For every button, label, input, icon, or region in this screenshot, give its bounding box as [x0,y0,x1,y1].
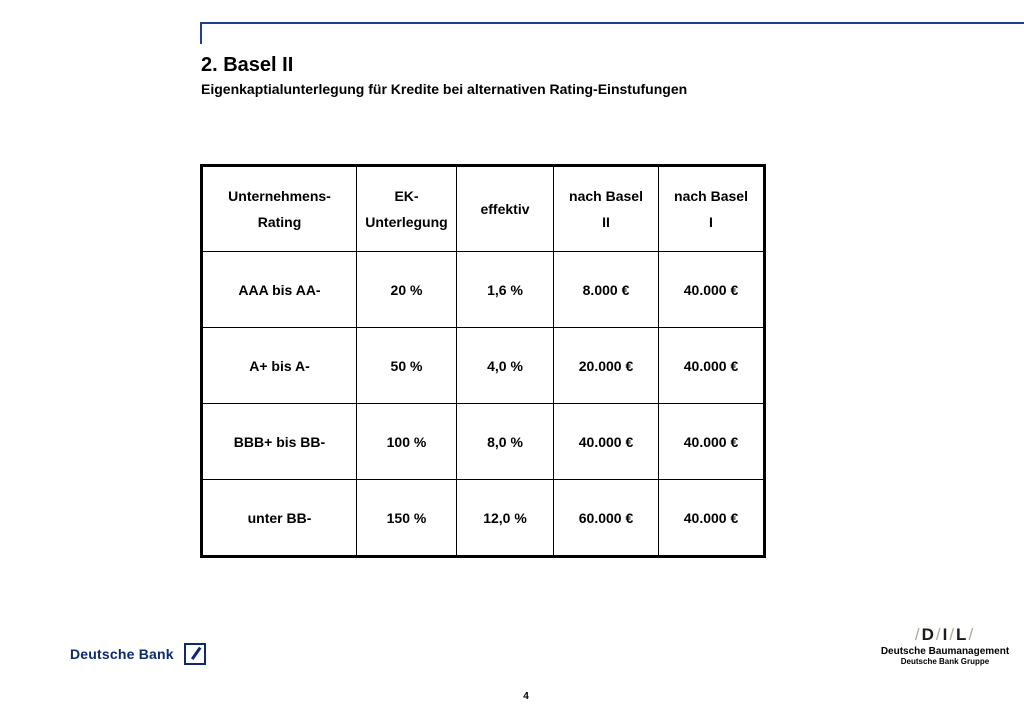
cell-effektiv: 12,0 % [457,480,554,557]
cell-ek-unterlegung: 50 % [357,328,457,404]
table-row [202,252,765,328]
cell-basel-i: 40.000 € [659,328,765,404]
cell-basel-i: 40.000 € [659,480,765,557]
cell-basel-ii: 40.000 € [554,404,659,480]
cell-rating: A+ bis A- [202,328,357,404]
deutsche-bank-logo-text: Deutsche Bank [70,646,174,662]
cell-basel-i: 40.000 € [659,404,765,480]
dil-logo [880,624,1010,667]
header-rating: Unternehmens- Rating [202,166,357,252]
table-row [202,480,765,557]
slide-title: 2. Basel II [201,54,294,76]
cell-ek-unterlegung: 100 % [357,404,457,480]
dil-logo-subtitle: Deutsche Bank Gruppe [900,657,990,666]
cell-effektiv: 1,6 % [457,252,554,328]
cell-rating: BBB+ bis BB- [202,404,357,480]
cell-effektiv: 4,0 % [457,328,554,404]
header-ek-unterlegung: EK- Unterlegung [357,166,457,252]
rating-table [200,164,766,558]
slide-subtitle: Eigenkaptialunterlegung für Kredite bei alternativen Rating-Einstufungen [201,81,688,97]
cell-effektiv: 8,0 % [457,404,554,480]
cell-ek-unterlegung: 20 % [357,252,457,328]
table-row [202,404,765,480]
cell-basel-i: 40.000 € [659,252,765,328]
header-nach-basel-i: nach Basel I [659,166,765,252]
cell-basel-ii: 60.000 € [554,480,659,557]
frame-line-top [200,22,1024,24]
dil-logo-name: Deutsche Baumanagement [880,646,1010,657]
cell-basel-ii: 20.000 € [554,328,659,404]
frame-line-left [200,22,202,44]
cell-ek-unterlegung: 150 % [357,480,457,557]
deutsche-bank-slash-square-icon [184,643,206,665]
table-header-row [202,166,765,252]
cell-rating: AAA bis AA- [202,252,357,328]
dil-logo-mark: /D/I/L/ [914,625,976,644]
table-row [202,328,765,404]
header-effektiv: effektiv [457,166,554,252]
header-nach-basel-ii: nach Basel II [554,166,659,252]
cell-basel-ii: 8.000 € [554,252,659,328]
cell-rating: unter BB- [202,480,357,557]
deutsche-bank-logo [70,643,206,665]
page-number: 4 [523,691,529,702]
